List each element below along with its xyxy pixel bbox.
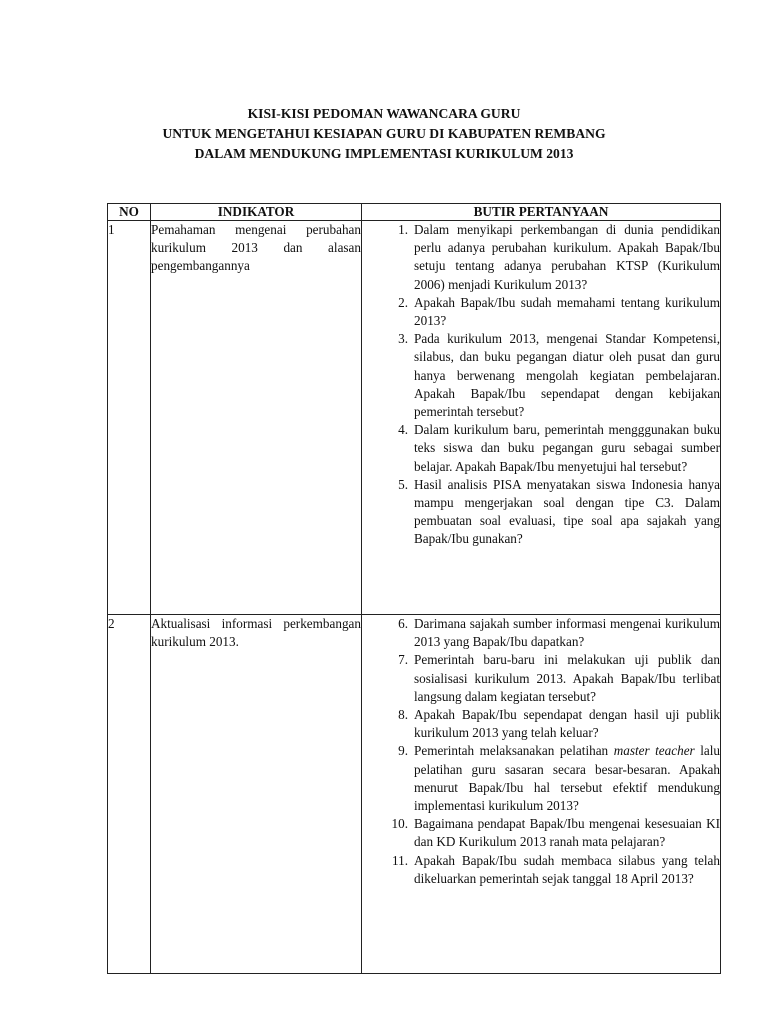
question-text: Bagaimana pendapat Bapak/Ibu mengenai kesesuaian KI dan KD Kurikulum 2013 ranah mata pelajaran? xyxy=(414,816,720,850)
question-item xyxy=(362,294,720,330)
row-number: 2 xyxy=(108,615,151,974)
question-list xyxy=(362,615,720,888)
question-text-part: lalu pelatihan guru sasaran secara besar-besaran. Apakah menurut Bapak/Ibu hal tersebut efektif mendukung implementasi kurikulum 2013? xyxy=(414,743,720,814)
question-text: Apakah Bapak/Ibu sudah membaca silabus yang telah dikeluarkan pemerintah sejak tanggal 18 April 2013? xyxy=(414,852,720,886)
question-text: Dalam kurikulum baru, pemerintah mengggunakan buku teks siswa dan buku pegangan guru sebagai sumber belajar. Apakah Bapak/Ibu menyetujui hal tersebut? xyxy=(414,422,720,474)
header-no: NO xyxy=(108,204,151,221)
question-text: Pada kurikulum 2013, mengenai Standar Kompetensi, silabus, dan buku pegangan diatur oleh pusat dan guru hanya berwenang mengolah kegiatan pembelajaran. Apakah Bapak/Ibu sependapat dengan kebijakan pemerintah tersebut? xyxy=(414,331,720,420)
question-item xyxy=(362,476,720,549)
title-line-2: UNTUK MENGETAHUI KESIAPAN GURU DI KABUPATEN REMBANG xyxy=(162,126,606,141)
question-text: Darimana sajakah sumber informasi mengenai kurikulum 2013 yang Bapak/Ibu dapatkan? xyxy=(414,616,720,650)
question-text: Pemerintah baru-baru ini melakukan uji publik dan sosialisasi kurikulum 2013. Apakah Bapak/Ibu terlibat langsung dalam kegiatan tersebut? xyxy=(414,652,720,704)
question-item xyxy=(362,742,720,815)
question-list xyxy=(362,221,720,549)
question-item xyxy=(362,706,720,742)
interview-grid-table xyxy=(107,203,721,974)
question-text: Hasil analisis PISA menyatakan siswa Indonesia hanya mampu mengerjakan soal dengan tipe C3. Dalam pembuatan soal evaluasi, tipe soal apa sajakah yang Bapak/Ibu gunakan? xyxy=(414,476,720,547)
indicator-cell xyxy=(151,615,362,974)
header-indikator: INDIKATOR xyxy=(151,204,362,221)
question-text xyxy=(414,742,720,815)
question-item xyxy=(362,615,720,651)
document-title xyxy=(0,104,768,164)
header-butir-pertanyaan: BUTIR PERTANYAAN xyxy=(362,204,721,221)
question-number: 4. xyxy=(398,422,408,438)
question-number: 7. xyxy=(398,652,408,668)
question-item xyxy=(362,815,720,851)
question-item xyxy=(362,852,720,888)
question-item xyxy=(362,221,720,294)
question-number: 1. xyxy=(398,222,408,237)
question-number: 3. xyxy=(398,331,408,347)
indicator-cell xyxy=(151,221,362,615)
questions-cell xyxy=(362,221,721,615)
question-number: 2. xyxy=(398,294,408,310)
question-number: 11. xyxy=(392,852,408,868)
question-text: Apakah Bapak/Ibu sudah memahami tentang kurikulum 2013? xyxy=(414,294,720,329)
title-line-1: KISI-KISI PEDOMAN WAWANCARA GURU xyxy=(247,106,521,121)
questions-cell xyxy=(362,615,721,974)
question-item xyxy=(362,330,720,421)
question-text: Dalam menyikapi perkembangan di dunia pendidikan perlu adanya perubahan kurikulum. Apakah Bapak/Ibu setuju tentang adanya perubahan KTSP (Kurikulum 2006) menjadi Kurikulum 2013? xyxy=(414,222,720,292)
question-number: 10. xyxy=(391,816,408,832)
question-text-part: Pemerintah melaksanakan pelatihan xyxy=(414,743,614,759)
title-line-3: DALAM MENDUKUNG IMPLEMENTASI KURIKULUM 2013 xyxy=(194,146,574,161)
indicator-text: Pemahaman mengenai perubahan kurikulum 2013 dan alasan pengembangannya xyxy=(151,222,361,274)
question-number: 5. xyxy=(398,476,408,492)
table-header-row xyxy=(108,204,721,221)
question-item xyxy=(362,651,720,706)
table-row xyxy=(108,615,721,974)
table-row xyxy=(108,221,721,615)
indicator-text: Aktualisasi informasi perkembangan kurikulum 2013. xyxy=(151,616,361,650)
question-number: 9. xyxy=(398,743,408,759)
question-text: Apakah Bapak/Ibu sependapat dengan hasil uji publik kurikulum 2013 yang telah keluar? xyxy=(414,707,720,741)
question-item xyxy=(362,421,720,476)
question-number: 6. xyxy=(398,616,408,631)
question-number: 8. xyxy=(398,707,408,723)
question-text-emphasis: master teacher xyxy=(613,743,695,759)
row-number: 1 xyxy=(108,221,151,615)
